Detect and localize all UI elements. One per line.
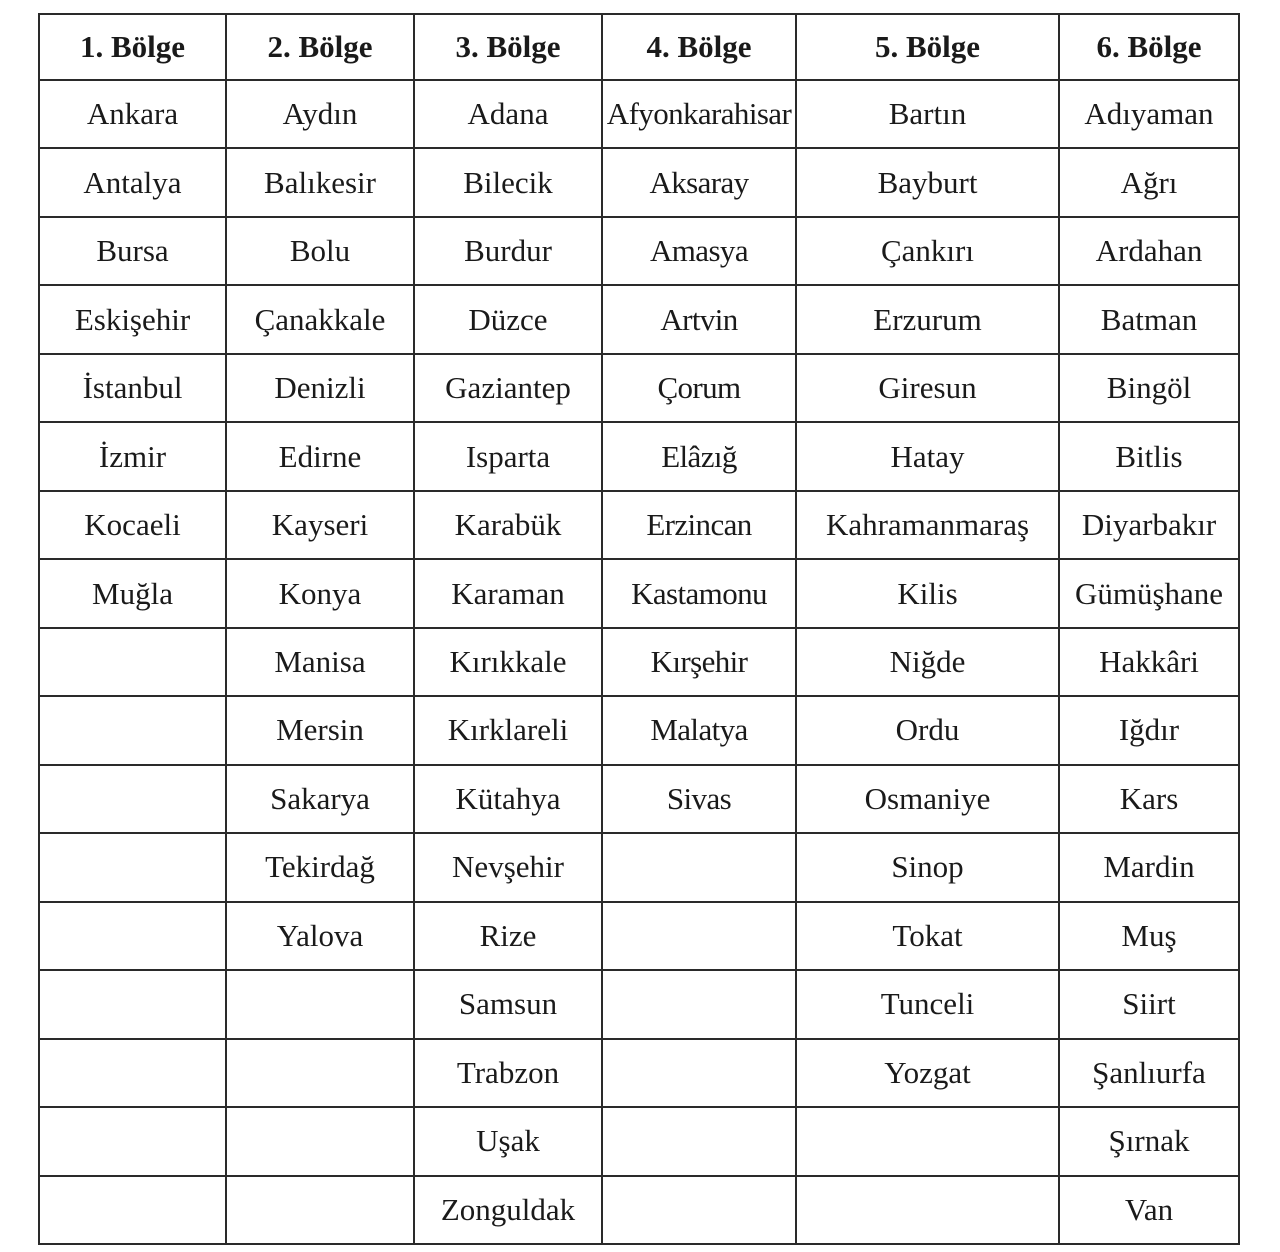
table-row — [39, 422, 1239, 490]
table-cell: Erzincan — [602, 491, 796, 559]
table-cell: Rize — [414, 902, 602, 970]
table-row — [39, 1039, 1239, 1107]
table-cell: Balıkesir — [226, 148, 414, 216]
table-cell: Yozgat — [796, 1039, 1059, 1107]
table-cell: Erzurum — [796, 285, 1059, 353]
table-cell — [39, 696, 226, 764]
table-row — [39, 1176, 1239, 1245]
table-cell: Bursa — [39, 217, 226, 285]
table-cell — [602, 833, 796, 901]
table-cell — [602, 1107, 796, 1175]
table-row — [39, 970, 1239, 1038]
table-cell: Isparta — [414, 422, 602, 490]
table-cell: Denizli — [226, 354, 414, 422]
header-cell: 4. Bölge — [602, 14, 796, 80]
table-cell: Düzce — [414, 285, 602, 353]
table-cell: Gümüşhane — [1059, 559, 1239, 627]
table-cell — [226, 1107, 414, 1175]
table-body — [39, 80, 1239, 1244]
table-row — [39, 491, 1239, 559]
table-cell: Ankara — [39, 80, 226, 148]
table-cell: Gaziantep — [414, 354, 602, 422]
table-row — [39, 833, 1239, 901]
table-cell — [39, 970, 226, 1038]
table-cell: Kayseri — [226, 491, 414, 559]
table-cell: Kırıkkale — [414, 628, 602, 696]
table-cell — [602, 1176, 796, 1245]
table-cell: Bilecik — [414, 148, 602, 216]
table-cell: Zonguldak — [414, 1176, 602, 1245]
header-row — [39, 14, 1239, 80]
table-cell: Muğla — [39, 559, 226, 627]
table-cell: Tunceli — [796, 970, 1059, 1038]
table-cell: Afyonkarahisar — [602, 80, 796, 148]
table-cell: Çanakkale — [226, 285, 414, 353]
table-cell: Çankırı — [796, 217, 1059, 285]
table-cell: Edirne — [226, 422, 414, 490]
table-cell: Ağrı — [1059, 148, 1239, 216]
table-cell: İzmir — [39, 422, 226, 490]
table-cell: Tekirdağ — [226, 833, 414, 901]
table-cell — [796, 1176, 1059, 1245]
table-cell — [602, 1039, 796, 1107]
table-cell — [226, 1039, 414, 1107]
table-cell: Ordu — [796, 696, 1059, 764]
table-cell — [39, 1107, 226, 1175]
table-row — [39, 80, 1239, 148]
table-cell — [226, 970, 414, 1038]
table-cell: Malatya — [602, 696, 796, 764]
table-cell: Bartın — [796, 80, 1059, 148]
table-row — [39, 1107, 1239, 1175]
table-cell: Kastamonu — [602, 559, 796, 627]
table-cell: Samsun — [414, 970, 602, 1038]
table-cell: Yalova — [226, 902, 414, 970]
table-cell: Eskişehir — [39, 285, 226, 353]
table-cell: Giresun — [796, 354, 1059, 422]
table-cell: Muş — [1059, 902, 1239, 970]
table-row — [39, 285, 1239, 353]
table-cell: Bolu — [226, 217, 414, 285]
table-cell — [796, 1107, 1059, 1175]
table-cell: Bingöl — [1059, 354, 1239, 422]
table-cell: Kars — [1059, 765, 1239, 833]
table-cell: Sinop — [796, 833, 1059, 901]
table-cell: Hatay — [796, 422, 1059, 490]
table-cell — [39, 833, 226, 901]
table-cell: Trabzon — [414, 1039, 602, 1107]
table-cell: Aydın — [226, 80, 414, 148]
header-cell: 1. Bölge — [39, 14, 226, 80]
table-cell: Uşak — [414, 1107, 602, 1175]
table-cell: Kahramanmaraş — [796, 491, 1059, 559]
table-header — [39, 14, 1239, 80]
table-cell: Sakarya — [226, 765, 414, 833]
table-cell: Manisa — [226, 628, 414, 696]
table-cell: Adana — [414, 80, 602, 148]
table-cell — [39, 628, 226, 696]
table-cell: Kilis — [796, 559, 1059, 627]
table-cell: Adıyaman — [1059, 80, 1239, 148]
table-cell — [602, 902, 796, 970]
table-cell: Tokat — [796, 902, 1059, 970]
table-cell: Elâzığ — [602, 422, 796, 490]
table-cell: Kırklareli — [414, 696, 602, 764]
table-row — [39, 148, 1239, 216]
table-cell: Siirt — [1059, 970, 1239, 1038]
table-cell — [226, 1176, 414, 1245]
table-cell: Konya — [226, 559, 414, 627]
table-cell: Mardin — [1059, 833, 1239, 901]
table-cell: Şanlıurfa — [1059, 1039, 1239, 1107]
table-cell: Ardahan — [1059, 217, 1239, 285]
table-cell: Karabük — [414, 491, 602, 559]
table-row — [39, 696, 1239, 764]
table-row — [39, 628, 1239, 696]
header-cell: 2. Bölge — [226, 14, 414, 80]
table-cell: Iğdır — [1059, 696, 1239, 764]
table-cell — [39, 1039, 226, 1107]
regions-table — [38, 13, 1240, 1245]
table-cell: Kırşehir — [602, 628, 796, 696]
table-cell — [602, 970, 796, 1038]
table-cell — [39, 765, 226, 833]
table-cell: Niğde — [796, 628, 1059, 696]
table-cell: Antalya — [39, 148, 226, 216]
table-row — [39, 765, 1239, 833]
table-cell: İstanbul — [39, 354, 226, 422]
table-cell: Karaman — [414, 559, 602, 627]
table-row — [39, 354, 1239, 422]
table-cell: Sivas — [602, 765, 796, 833]
table-cell — [39, 902, 226, 970]
table-cell: Mersin — [226, 696, 414, 764]
table-cell — [39, 1176, 226, 1245]
table-cell: Batman — [1059, 285, 1239, 353]
table-cell: Çorum — [602, 354, 796, 422]
table-row — [39, 559, 1239, 627]
table-cell: Kütahya — [414, 765, 602, 833]
table-cell: Kocaeli — [39, 491, 226, 559]
table-row — [39, 902, 1239, 970]
header-cell: 3. Bölge — [414, 14, 602, 80]
table-cell: Bitlis — [1059, 422, 1239, 490]
table-cell: Osmaniye — [796, 765, 1059, 833]
header-cell: 5. Bölge — [796, 14, 1059, 80]
table-cell: Burdur — [414, 217, 602, 285]
table-cell: Diyarbakır — [1059, 491, 1239, 559]
table-cell: Nevşehir — [414, 833, 602, 901]
table-row — [39, 217, 1239, 285]
table-cell: Amasya — [602, 217, 796, 285]
table-cell: Artvin — [602, 285, 796, 353]
header-cell: 6. Bölge — [1059, 14, 1239, 80]
table-cell: Şırnak — [1059, 1107, 1239, 1175]
table-cell: Hakkâri — [1059, 628, 1239, 696]
table-cell: Bayburt — [796, 148, 1059, 216]
table-cell: Van — [1059, 1176, 1239, 1245]
table-cell: Aksaray — [602, 148, 796, 216]
